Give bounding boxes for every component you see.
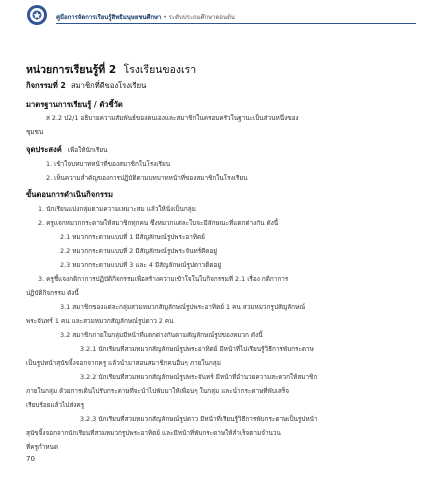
activity-title: สมาชิกที่ดีของโรงเรียน: [71, 81, 147, 90]
step-line: เรียบร้อยแล้วไปส่งครู: [26, 401, 85, 409]
school-seal-icon: [26, 4, 48, 26]
step-line: 3.2 สมาชิกภายในกลุ่มมีหน้าที่แตกต่างกันตามสัญลักษณ์รูปของหมวก ดังนี้: [60, 331, 263, 339]
activity-label: กิจกรรมที่ 2: [26, 81, 66, 90]
step-line: 2.3 หมวกกระดาษแบบที่ 3 และ 4 มีสัญลักษณ์รูปดาวติดอยู่: [60, 261, 222, 269]
unit-label: หน่วยการเรียนรู้ที่ 2: [26, 64, 117, 76]
objective-intro: เพื่อให้นักเรียน: [67, 146, 108, 154]
step-line: 2.2 หมวกกระดาษแบบที่ 2 มีสัญลักษณ์รูปพระจันทร์ดีดอยู่: [60, 247, 218, 255]
unit-heading: [26, 61, 196, 78]
step-line: เป็นรูปหน้าสุนัขจิ้งจอกจากครู แล้วนำมาสอนสมาชิกคนอื่นๆ ภายในกลุ่ม: [26, 359, 221, 367]
step-line: 3. ครูชี้แจงกติกาการปฏิบัติกิจกรรมเพื่อสร้างความเข้าใจในใบกิจกรรมที่ 2.1 เรื่อง กติกาการ: [38, 275, 289, 283]
header-title-bold: คู่มือการจัดการเรียนรู้สิทธิมนุษยชนศึกษา: [56, 14, 162, 21]
standard-line-1: ส 2.2 ป2/1 อธิบายความสัมพันธ์ของตนเองและสมาชิกในครอบครัวในฐานะเป็นส่วนหนึ่งของ: [46, 114, 299, 122]
objective-item-2: 2. เห็นความสำคัญของการปฏิบัติตามบทบาทหน้าที่ของสมาชิกในโรงเรียน: [46, 174, 248, 182]
header-title: [56, 12, 235, 22]
page-header: [26, 4, 406, 30]
step-line: พระจันทร์ 1 คน และสวมหมวกสัญลักษณ์รูปดาว 2 คน: [26, 317, 174, 325]
header-rule: [56, 23, 416, 24]
page-number: 70: [26, 455, 35, 463]
steps-heading: ขั้นตอนการดำเนินกิจกรรม: [26, 190, 113, 199]
step-line: 3.2.1 นักเรียนที่สวมหมวกสัญลักษณ์รูปพระอาทิตย์ มีหน้าที่ไปเรียนรู้วิธีการพับกระดาษ: [80, 345, 314, 353]
objective-item-1: 1. เข้าใจบทบาทหน้าที่ของสมาชิกในโรงเรียน: [46, 160, 171, 168]
header-title-rest: • ระดับประถมศึกษาตอนต้น: [161, 14, 236, 21]
step-line: ที่ครูกำหนด: [26, 443, 59, 451]
step-line: 2. ครูแจกหมวกกระดาษให้สมาชิกทุกคน ซึ่งหมวกแต่ละใบจะมีลักษณะที่แตกต่างกัน ดังนี้: [38, 219, 279, 227]
step-line: 3.1 สมาชิกของแต่ละกลุ่มสวมหมวกสัญลักษณ์รูปพระอาทิตย์ 1 คน สวมหมวกรูปสัญลักษณ์: [60, 303, 306, 311]
step-line: 3.2.3 นักเรียนที่สวมหมวกสัญลักษณ์รูปดาว มีหน้าที่เรียนรู้วิธีการพับกระดาษเป็นรูปหน้า: [80, 415, 318, 423]
unit-title: โรงเรียนของเรา: [123, 64, 197, 76]
step-line: สุนัขจิ้งจอกจากนักเรียนที่สวมหมวกรูปพระอาทิตย์ และมีหน้าที่พับกระดาษให้สำเร็จตามจำนวน: [26, 429, 281, 437]
activity-heading: [26, 80, 146, 92]
standard-line-2: ชุมชน: [26, 128, 44, 136]
step-line: ภายในกลุ่ม ด้วยการเดินไปรับกระดาษที่จะนำไปพับมาให้เพื่อนๆ ในกลุ่ม และนำกระดาษที่พับเสร็จ: [26, 387, 290, 395]
step-line: 2.1 หมวกกระดาษแบบที่ 1 มีสัญลักษณ์รูปพระอาทิตย์: [60, 233, 205, 241]
objective-heading-line: [26, 144, 107, 156]
step-line: 1. นักเรียนแบ่งกลุ่มตามความเหมาะสม แล้วให้นั่งเป็นกลุ่ม: [38, 205, 196, 213]
standard-heading: มาตรฐานการเรียนรู้ / ตัวชี้วัด: [26, 100, 123, 109]
step-line: 3.2.2 นักเรียนที่สวมหมวกสัญลักษณ์รูปพระจันทร์ มีหน้าที่อำนวยความสะดวกให้สมาชิก: [80, 373, 318, 381]
objective-heading: จุดประสงค์: [26, 145, 62, 154]
step-line: ปฏิบัติกิจกรรม ดังนี้: [26, 289, 79, 297]
